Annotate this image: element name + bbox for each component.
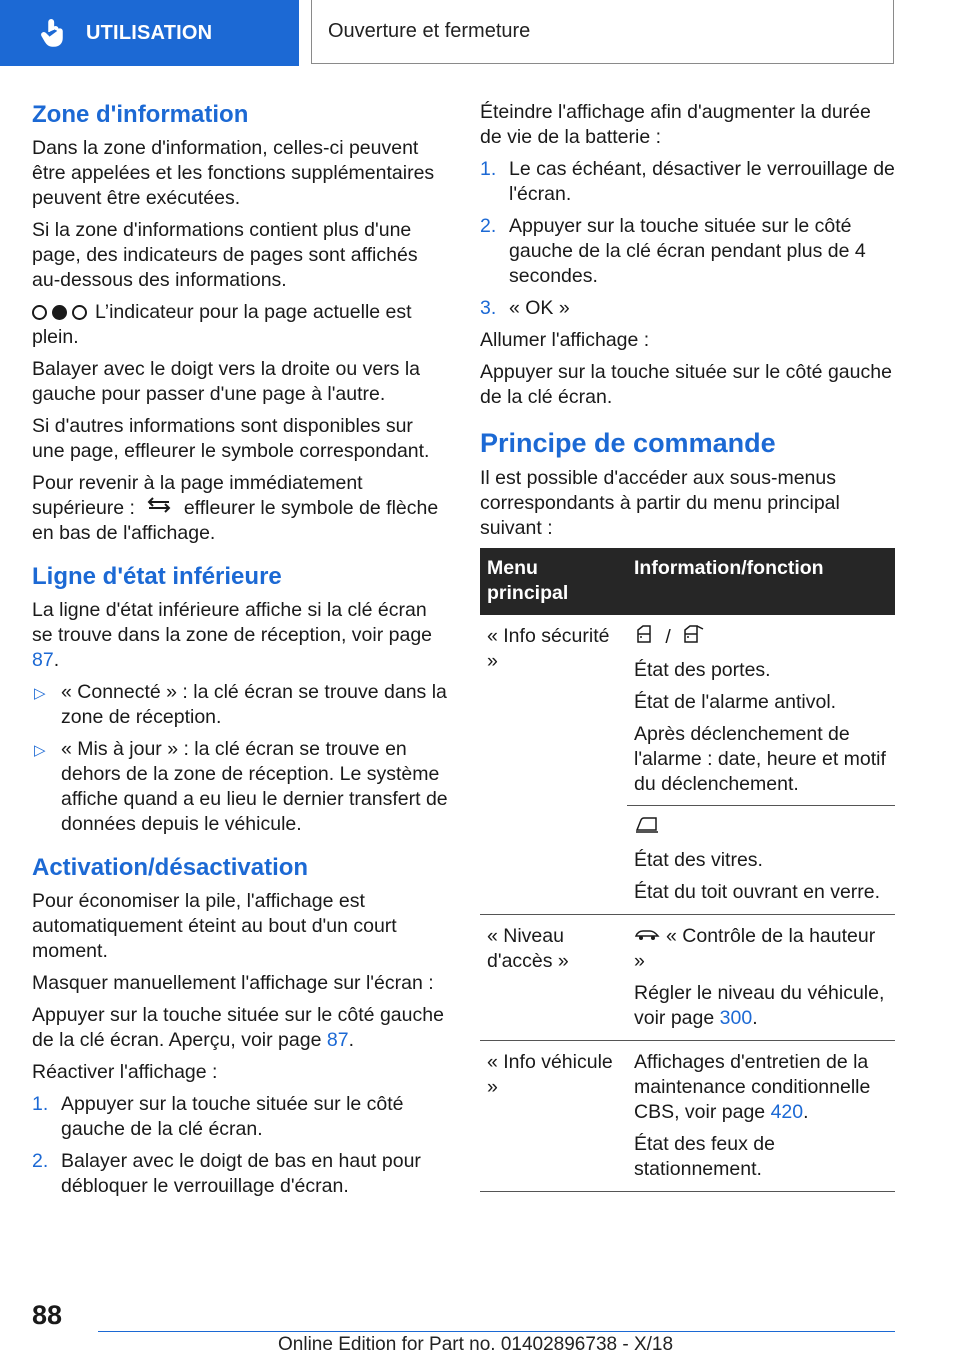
separator-text: / (665, 625, 671, 648)
section-tab (0, 0, 299, 66)
page-header (0, 0, 960, 66)
heading-activation: Activation/désactivation (32, 854, 309, 882)
page-number: 88 (32, 1300, 63, 1330)
footer-divider (98, 1331, 895, 1332)
list-item-text: « Mis à jour » : la clé écran se trouve en dehors de la zone de réception. Le système affiche quand a eu lieu le dernier transfert de données depuis le véhicule. (61, 738, 448, 836)
chapter-box (311, 0, 894, 64)
list-number: 2. (480, 215, 497, 237)
paragraph: Réactiver l'affichage : (32, 1061, 218, 1084)
list-item-text: Le cas échéant, désactiver le verrouillage de l'écran. (509, 158, 895, 205)
door-open-icon (682, 624, 706, 651)
paragraph: La ligne d'état inférieure affiche si la clé écran se trouve dans la zone de réception, voir page 87. (32, 599, 433, 672)
paragraph (32, 471, 449, 546)
door-closed-icon (634, 624, 654, 651)
info-line: Régler le niveau du véhicule, voir page 300. (634, 982, 885, 1030)
numbered-list (480, 157, 895, 321)
table-cell-info (627, 1041, 895, 1192)
paragraph: Masquer manuellement l'affichage sur l'écran : (32, 972, 434, 995)
info-text: Affichages d'entretien de la maintenance conditionnelle CBS, voir page (634, 1051, 871, 1124)
icon-line (634, 814, 888, 841)
paragraph-text: Pour revenir à la page immédiatement supérieure : (32, 472, 363, 519)
list-item (480, 296, 895, 321)
list-item (32, 680, 449, 730)
table-cell-info (627, 615, 895, 915)
bullet-list (32, 680, 449, 837)
dot-filled-icon (52, 305, 67, 320)
paragraph: Il est possible d'accéder aux sous-menus correspondants à partir du menu principal suivant : (480, 467, 840, 539)
info-text: Régler le niveau du véhicule, voir page (634, 982, 885, 1030)
table-cell-menu: « Info sécurité » (480, 615, 627, 915)
heading-principe-commande: Principe de commande (480, 428, 776, 458)
info-line: État du toit ouvrant en verre. (634, 881, 881, 903)
list-item (32, 1092, 449, 1142)
height-control-icon (634, 924, 660, 949)
info-text: « Contrôle de la hauteur » (634, 925, 876, 973)
triangle-bullet-icon: ▷ (34, 742, 46, 760)
list-item-text: « Connecté » : la clé écran se trouve dans la zone de réception. (61, 681, 447, 729)
dot-empty-icon (72, 305, 87, 320)
page-link-300[interactable]: 300 (719, 1007, 753, 1030)
paragraph-text: La ligne d'état inférieure affiche si la clé écran se trouve dans la zone de réception, voir page (32, 599, 433, 647)
left-column (32, 100, 449, 1206)
page-link-420[interactable]: 420 (770, 1101, 804, 1124)
window-icon (634, 814, 660, 841)
list-number: 1. (32, 1093, 49, 1116)
table-header-menu: Menu principal (480, 548, 627, 615)
page-link-87[interactable]: 87 (326, 1029, 349, 1052)
right-column (480, 100, 895, 1192)
menu-table (480, 548, 895, 1192)
heading-zone-information: Zone d'information (32, 101, 249, 128)
paragraph-text: effleurer le symbole de flèche en bas de l'affichage. (32, 497, 439, 545)
list-item-text: Balayer avec le doigt de bas en haut pour débloquer le verrouillage d'écran. (61, 1150, 421, 1198)
info-line: Après déclenchement de l'alarme : date, heure et motif du déclenchement. (634, 723, 886, 795)
info-line: État de l'alarme antivol. (634, 691, 837, 713)
paragraph: Dans la zone d'information, celles-ci peuvent être appelées et les fonctions supplémentaires peuvent être exécutées. (32, 137, 435, 209)
table-row (480, 615, 895, 915)
paragraph: Balayer avec le doigt vers la droite ou vers la gauche pour passer d'une page à l'autre. (32, 358, 421, 405)
section-title: UTILISATION (86, 21, 213, 44)
table-cell-menu: « Niveau d'accès » (480, 915, 627, 1041)
chapter-title: Ouverture et fermeture (328, 20, 531, 42)
info-line: État des feux de stationnement. (634, 1133, 775, 1181)
table-header-info: Information/fonction (627, 548, 895, 615)
list-item-text: « OK » (509, 297, 570, 319)
list-number: 3. (480, 297, 497, 319)
info-line (634, 924, 888, 974)
info-line: Affichages d'entretien de la maintenance conditionnelle CBS, voir page 420. (634, 1051, 871, 1124)
info-line: État des portes. (634, 659, 771, 681)
paragraph: Pour économiser la pile, l'affichage est automatiquement éteint au bout d'un court moment. (32, 890, 397, 963)
icon-line (634, 624, 888, 651)
table-header-row (480, 548, 895, 615)
list-item-text: Appuyer sur la touche située sur le côté gauche de la clé écran. (61, 1093, 404, 1141)
list-number: 1. (480, 158, 497, 180)
triangle-bullet-icon: ▷ (34, 685, 46, 703)
table-row (480, 1041, 895, 1192)
paragraph: Si la zone d'informations contient plus d'une page, des indicateurs de pages sont affichés au-dessous des informations. (32, 219, 418, 291)
touch-hand-icon (38, 18, 68, 48)
table-row (480, 915, 895, 1041)
paragraph-text: L’indicateur pour la page actuelle est plein. (32, 301, 412, 348)
paragraph: Si d'autres informations sont disponibles sur une page, effleurer le symbole correspondant. (32, 415, 430, 462)
back-arrow-icon (146, 496, 172, 521)
dot-empty-icon (32, 305, 47, 320)
list-item-text: Appuyer sur la touche située sur le côté gauche de la clé écran pendant plus de 4 secondes. (509, 215, 866, 287)
list-item (32, 1149, 449, 1199)
numbered-list (32, 1092, 449, 1199)
list-item (480, 157, 895, 207)
list-item (480, 214, 895, 289)
paragraph: Éteindre l'affichage afin d'augmenter la durée de vie de la batterie : (480, 101, 871, 148)
info-line: État des vitres. (634, 849, 763, 871)
paragraph: Appuyer sur la touche située sur le côté gauche de la clé écran. (480, 361, 892, 408)
list-item (32, 737, 449, 837)
heading-ligne-etat: Ligne d'état inférieure (32, 563, 282, 591)
list-number: 2. (32, 1150, 49, 1173)
paragraph-text: Appuyer sur la touche située sur le côté gauche de la clé écran. Aperçu, voir page (32, 1004, 444, 1052)
paragraph: Allumer l'affichage : (480, 329, 650, 351)
page-link-87[interactable]: 87 (32, 649, 54, 672)
paragraph (32, 300, 449, 350)
table-cell-menu: « Info véhicule » (480, 1041, 627, 1192)
edition-text: Online Edition for Part no. 01402896738 - X/18 (278, 1334, 674, 1355)
page-indicator-dots-icon (32, 305, 87, 320)
paragraph: Appuyer sur la touche située sur le côté gauche de la clé écran. Aperçu, voir page 87. (32, 1004, 444, 1052)
divider (627, 805, 895, 806)
table-cell-info (627, 915, 895, 1041)
